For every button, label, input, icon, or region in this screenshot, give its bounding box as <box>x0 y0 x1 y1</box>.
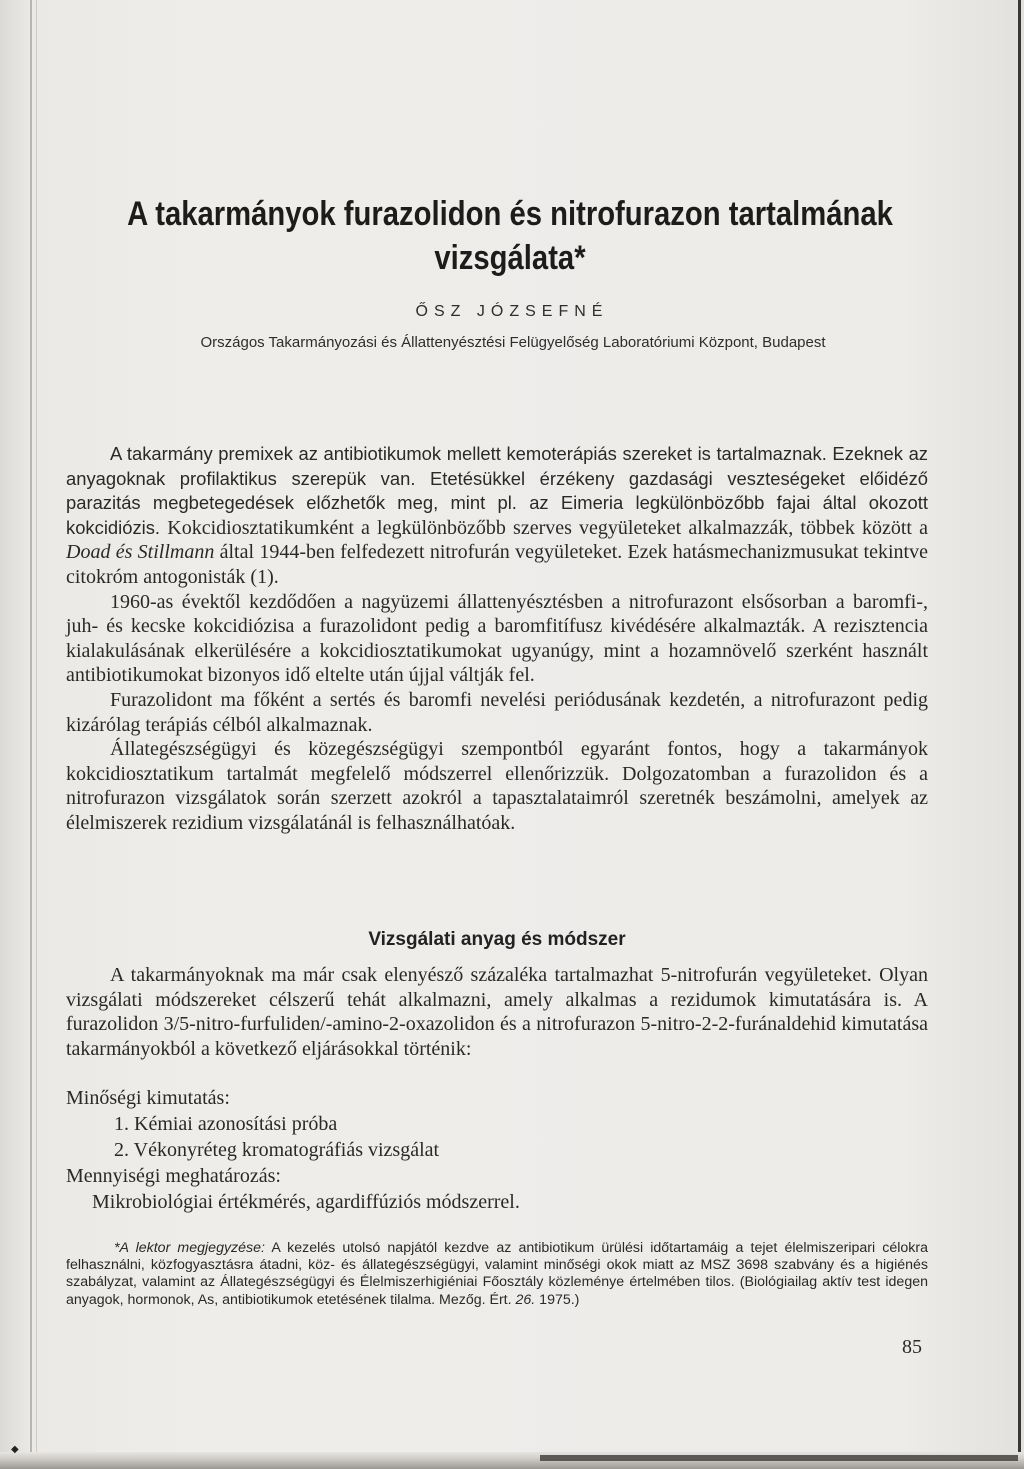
footnote-lead: *A lektor megjegyzése: <box>114 1240 265 1256</box>
intro-p1b-after: által 1944-ben felfedezett nitrofurán vegyületeket. Ezek hatásmechanizmusukat tekintve citokróm antogonisták (1). <box>66 541 928 588</box>
footnote-volume: 26. <box>515 1291 536 1308</box>
footnote-end: 1975.) <box>535 1291 580 1308</box>
qualitative-item-1: 1. Kémiai azonosítási próba <box>114 1113 338 1135</box>
footnote-text: A kezelés utolsó napjától kezdve az antibiotikum ürülési időtartamáig a tejet élelmiszeripari célokra felhasználni, közfogyasztásra átadni, köz- és állategészségügyi, valamint minőségi okok miatt az MSZ 3698 szabvány és a higiénés szabályzat, valamint az Állategészségügyi és Élelmiszerhigiéniai Főosztály közleménye értelmében tilos. (Biológiailag aktív test idegen anyagok, hormonok, As, antibiotikumok etetésének tilalma. Mezőg. Ért. <box>66 1240 928 1308</box>
intro-paragraph-4: Állategészségügyi és közegészségügyi szempontból egyaránt fontos, hogy a takarmányok kokcidiosztatikum tartalmát megfelelő módszerrel ellenőrizzük. Dolgozatomban a furazolidon és a nitrofurazon vizsgálatok során szerzett azokról a tapasztalataimról szeretnék beszámolni, amelyek az élelmiszerek rezidium vizsgálatánál is felhasználhatóak. <box>66 738 928 834</box>
intro-paragraph-1 <box>66 442 928 590</box>
intro-p1b-before: Kokcidiosztatikumként a legkülönbözőbb szerves vegyületeket alkalmazzák, többek között a <box>167 516 928 539</box>
page-edge-left <box>30 0 32 1469</box>
article-title: A takarmányok furazolidon és nitrofurazon tartalmának vizsgálata* <box>127 195 893 277</box>
margin-marker: ◆ <box>11 1444 19 1455</box>
page-bottom-shadow <box>540 1455 1018 1461</box>
intro-paragraph-3: Furazolidont ma főként a sertés és baromfi nevelési periódusának kezdetén, a nitrofurazont pedig kizárólag terápiás célból alkalmaznak. <box>66 688 928 736</box>
author-name: ŐSZ JÓZSEFNÉ <box>415 303 609 320</box>
author-names-italic: Doad és Stillmann <box>66 541 215 564</box>
methods-paragraph-1: A takarmányoknak ma már csak elenyésző százaléka tartalmazhat 5-nitrofurán vegyületeket. Olyan vizsgálati módszereket célszerű tehát alkalmazni, amely alkalmas a rezidumok kimutatására is. A furazolidon 3/5-nitro-furfuliden/-amino-2-oxazolidon és a nitrofurazon 5-nitro-2-2-furánaldehid kimutatása takarmányokból a következő eljárásokkal történik: <box>66 964 928 1060</box>
page-number: 85 <box>902 1336 922 1358</box>
qualitative-item-2: 2. Vékonyréteg kromatográfiás vizsgálat <box>114 1139 440 1161</box>
intro-p1b <box>66 517 928 588</box>
footnote <box>66 1240 928 1309</box>
intro-paragraph-2: 1960-as évektől kezdődően a nagyüzemi állattenyésztésben a nitrofurazont elsősorban a baromfi-, juh- és kecske kokcidiózisa a furazolidont pedig a baromfitífusz kivédésére alkalmazták. A rezisztencia kialakulásának elkerülésére a kokcidiosztatikumokat ugyanúgy, mint a hozamnövelő szerként használt antibiotikumokat bizonyos idő eltelte után újjal váltják fel. <box>66 590 928 687</box>
section-heading: Vizsgálati anyag és módszer <box>368 929 626 950</box>
footnote-paragraph <box>66 1240 928 1309</box>
page-edge-right <box>1018 0 1021 1469</box>
intro-p1-text: A takarmány premixek az antibiotikumok mellett kemoterápiás szereket is tartalmaznak. Ezeknek az anyagoknak profilaktikus szerepük van. Etetésükkel érzékeny gazdasági veszteségeket előidéző parazitás megbetegedések előzhetők meg, mint pl. az Eimeria legkülönbözőbb fajai által okozott kokcidiózis. <box>66 443 928 538</box>
qualitative-label: Minőségi kimutatás: <box>66 1087 230 1109</box>
quantitative-label: Mennyiségi meghatározás: <box>66 1165 281 1187</box>
page-edge-left-inner <box>36 0 37 1469</box>
quantitative-item: Mikrobiológiai értékmérés, agardiffúziós módszerrel. <box>92 1191 520 1213</box>
author-affiliation: Országos Takarmányozási és Állattenyésztési Felügyelőség Laboratóriumi Központ, Budapest <box>200 334 826 351</box>
methods-text <box>66 963 928 1061</box>
intro-text <box>66 442 928 836</box>
